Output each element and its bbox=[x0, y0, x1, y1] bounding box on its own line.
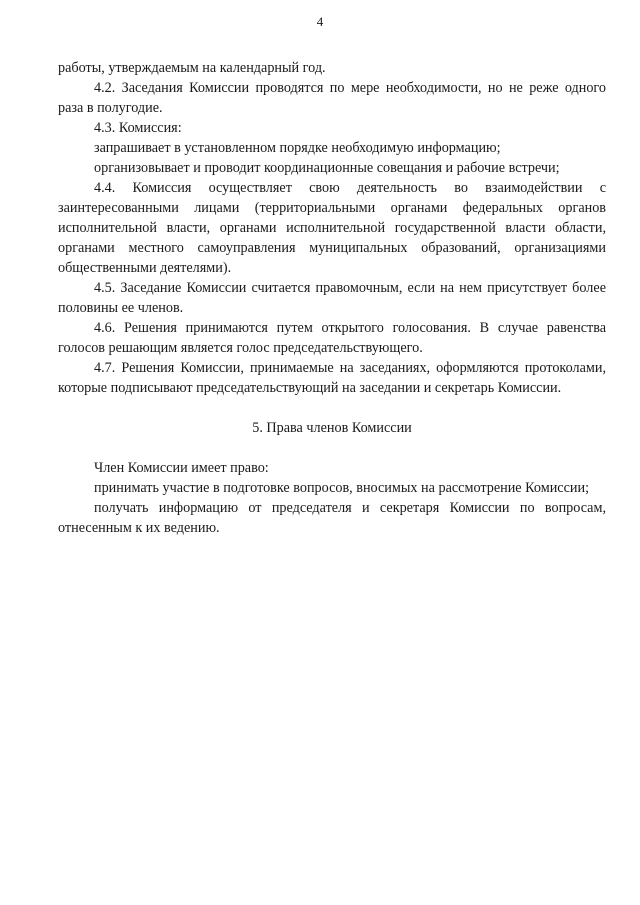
paragraph: организовывает и проводит координационные совещания и рабочие встречи; bbox=[94, 160, 560, 176]
paragraph: принимать участие в подготовке вопросов, вносимых на рассмотрение Комиссии; bbox=[94, 480, 590, 496]
paragraph: запрашивает в установленном порядке необходимую информацию; bbox=[94, 140, 501, 156]
paragraph: 4.5. Заседание Комиссии считается правомочным, если на нем присутствует более половины ее членов. bbox=[58, 280, 606, 316]
paragraph: Член Комиссии имеет право: bbox=[94, 460, 269, 476]
page-number: 4 bbox=[316, 14, 324, 29]
paragraph: 4.2. Заседания Комиссии проводятся по мере необходимости, но не реже одного раза в полугодие. bbox=[58, 80, 606, 116]
section-5-paragraphs bbox=[58, 458, 606, 538]
paragraph: получать информацию от председателя и секретаря Комиссии по вопросам, отнесенным к их ведению. bbox=[58, 500, 606, 536]
paragraph: 4.6. Решения принимаются путем открытого голосования. В случае равенства голосов решающим является голос председательствующего. bbox=[58, 320, 606, 356]
paragraph: 4.7. Решения Комиссии, принимаемые на заседаниях, оформляются протоколами, которые подписывают председательствующий на заседании и секретарь Комиссии. bbox=[58, 360, 606, 396]
paragraph: 4.3. Комиссия: bbox=[94, 120, 182, 136]
paragraph: 4.4. Комиссия осуществляет свою деятельность во взаимодействии с заинтересованными лицами (территориальными органами федеральных органов исполнительной власти, органами исполнительной государственной власти области, органами местного самоуправления муниципальных образований, организациями общественными деятелями). bbox=[58, 180, 606, 276]
document-body bbox=[58, 58, 606, 538]
paragraph: работы, утверждаемым на календарный год. bbox=[58, 60, 326, 76]
section-5-heading: 5. Права членов Комиссии bbox=[252, 420, 412, 436]
section-4-paragraphs bbox=[58, 58, 606, 398]
